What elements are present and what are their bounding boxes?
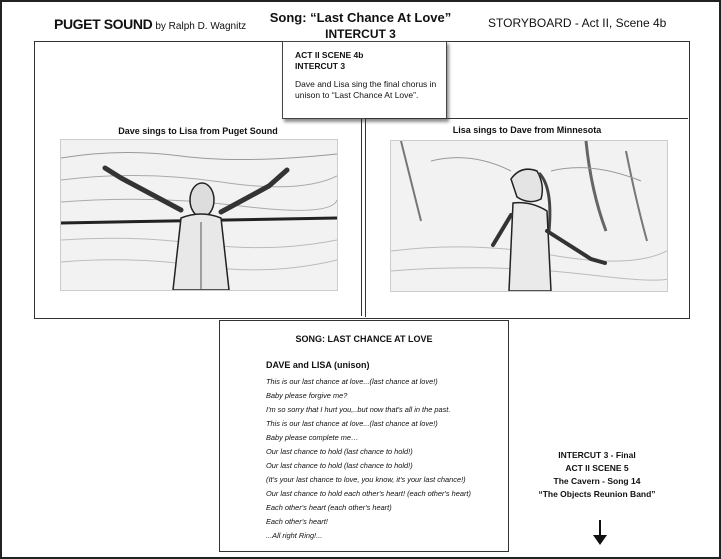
lyrics-list [266, 375, 471, 543]
lyric-line: (It's your last chance to love, you know, it's your last chance!) [266, 475, 466, 484]
scene-note-card [282, 41, 447, 119]
author-name: by Ralph D. Wagnitz [155, 21, 247, 32]
lyric-line: ...All right Ring!... [266, 531, 323, 540]
right-panel-caption: Lisa sings to Dave from Minnesota [452, 125, 602, 135]
dave-sketch-image [60, 139, 338, 291]
lyric-line: This is our last chance at love...(last chance at love!) [266, 419, 438, 428]
lyric-line: Each other's heart! [266, 517, 328, 526]
lyric-line: Baby please complete me… [266, 433, 359, 442]
intercut-label: INTERCUT 3 [325, 27, 396, 41]
note-act-scene: ACT II SCENE 4b [295, 50, 364, 60]
note-body: Dave and Lisa sing the final chorus in unison to “Last Chance At Love”. [295, 79, 437, 100]
lyric-line: Our last chance to hold (last chance to hold!) [266, 461, 413, 470]
panel-frame [34, 41, 690, 319]
brand-title: PUGET SOUND [54, 16, 153, 32]
song-title: Song: “Last Chance At Love” [269, 10, 452, 25]
singer-label: DAVE and LISA (unison) [266, 360, 370, 370]
lyric-line: I'm so sorry that I hurt you,..but now that's all in the past. [266, 405, 451, 414]
lyric-line: This is our last chance at love...(last chance at love!) [266, 377, 438, 386]
lisa-sketch-image [390, 140, 668, 292]
lyric-line: Our last chance to hold each other's heart! (each other's heart) [266, 489, 471, 498]
lyric-line: Each other's heart (each other's heart) [266, 503, 392, 512]
storyboard-label: STORYBOARD - Act II, Scene 4b [488, 16, 667, 30]
next-intercut: INTERCUT 3 - Final [558, 450, 636, 460]
next-scene-note [512, 449, 682, 501]
next-location: The Cavern - Song 14 [553, 476, 641, 486]
panel-right [365, 118, 688, 317]
note-intercut: INTERCUT 3 [295, 61, 346, 71]
left-panel-caption: Dave sings to Lisa from Puget Sound [118, 126, 278, 136]
next-act-scene: ACT II SCENE 5 [565, 463, 629, 473]
lyric-line: Our last chance to hold (last chance to hold!) [266, 447, 413, 456]
next-band: “The Objects Reunion Band” [538, 489, 656, 499]
lyric-line: Baby please forgive me? [266, 391, 348, 400]
song-heading: SONG: LAST CHANCE AT LOVE [295, 334, 433, 344]
lyrics-box [219, 320, 509, 552]
arrow-down-icon [591, 520, 609, 546]
